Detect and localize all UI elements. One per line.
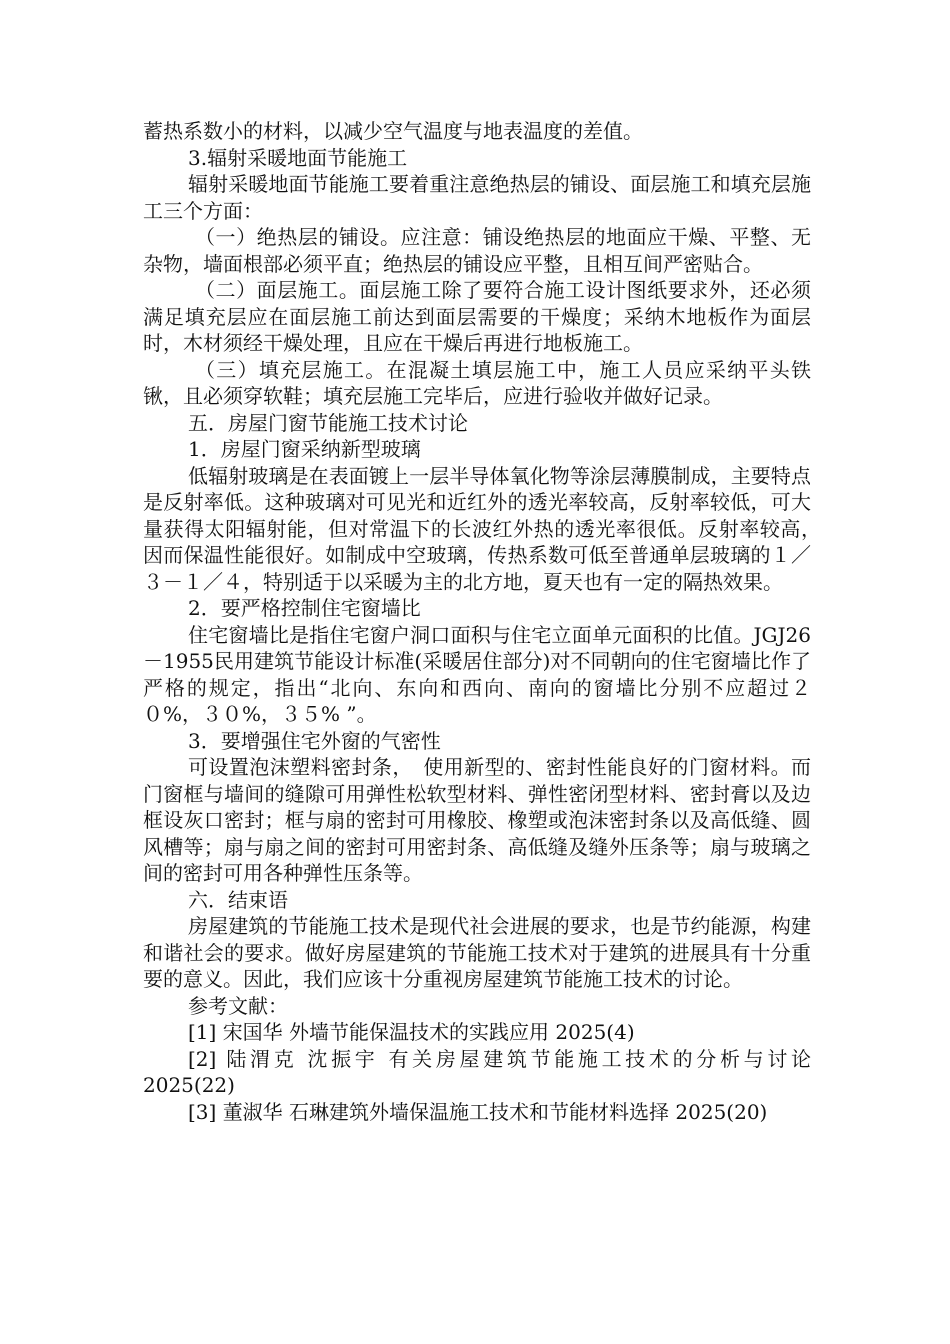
subsection-heading: 1．房屋门窗采纳新型玻璃 [188,437,421,461]
section-heading: 3.辐射采暖地面节能施工 [188,145,408,170]
body-paragraph: 辐射采暖地面节能施工要着重注意绝热层的铺设、面层施工和填充层施工三个方面： [143,172,811,223]
subsection-heading: 2．要严格控制住宅窗墙比 [188,596,421,620]
body-paragraph: （一）绝热层的铺设。应注意：铺设绝热层的地面应干燥、平整、无杂物，墙面根部必须平直；绝热层的铺设应平整，且相互间严密贴合。 [143,225,811,276]
references-heading: 参考文献： [188,993,288,1018]
body-paragraph: 低辐射玻璃是在表面镀上一层半导体氧化物等涂层薄膜制成，主要特点是反射率低。这种玻璃对可见光和近红外的透光率较高，反射率较低，可大量获得太阳辐射能，但对常温下的长波红外热的透光率很低。反射率较高， 因而保温性能很好。如制成中空玻璃，传热系数可低至普通单层玻璃的１／３－１／４，特别适于以采暖为主的北方地，夏天也有一定的隔热效果。 [143,463,831,594]
reference-item: [2] 陆渭克 沈振宇 有关房屋建筑节能施工技术的分析与讨论 2025(22) [143,1046,811,1097]
body-paragraph: 蓄热系数小的材料，以减少空气温度与地表温度的差值。 [143,119,643,143]
section-heading: 六．结束语 [188,887,288,912]
subsection-heading: 3．要增强住宅外窗的气密性 [188,728,441,753]
reference-item: [3] 董淑华 石琳建筑外墙保温施工技术和节能材料选择 2025(20) [188,1099,768,1124]
section-heading: 五．房屋门窗节能施工技术讨论 [188,410,468,435]
body-paragraph: （三）填充层施工。在混凝土填层施工中，施工人员应采纳平头铁锹，且必须穿软鞋；填充层施工完毕后，应进行验收并做好记录。 [143,357,811,408]
document-body [143,118,831,1125]
body-paragraph: 住宅窗墙比是指住宅窗户洞口面积与住宅立面单元面积的比值。JGJ26－1955民用建筑节能设计标准(采暖居住部分)对不同朝向的住宅窗墙比作了严格的规定，指出“北向、东向和西向、南向的窗墙比分别不应超过２０%，３０%，３５% ”。 [143,622,811,726]
reference-item: [1] 宋国华 外墙节能保温技术的实践应用 2025(4) [188,1020,635,1044]
body-paragraph: （二）面层施工。面层施工除了要符合施工设计图纸要求外，还必须满足填充层应在面层施工前达到面层需要的干燥度；采纳木地板作为面层时，木材须经干燥处理，且应在干燥后再进行地板施工。 [143,278,811,355]
body-paragraph: 可设置泡沫塑料密封条， 使用新型的、密封性能良好的门窗材料。而门窗框与墙间的缝隙可用弹性松软型材料、弹性密闭型材料、密封膏以及边框设灰口密封；框与扇的密封可用橡胶、橡塑或泡沫密封条以及高低缝、圆风槽等；扇与扇之间的密封可用密封条、高低缝及缝外压条等；扇与玻璃之间的密封可用各种弹性压条等。 [143,755,811,885]
body-paragraph: 房屋建筑的节能施工技术是现代社会进展的要求，也是节约能源，构建和谐社会的要求。做好房屋建筑的节能施工技术对于建筑的进展具有十分重要的意义。因此，我们应该十分重视房屋建筑节能施工技术的讨论。 [143,914,811,991]
